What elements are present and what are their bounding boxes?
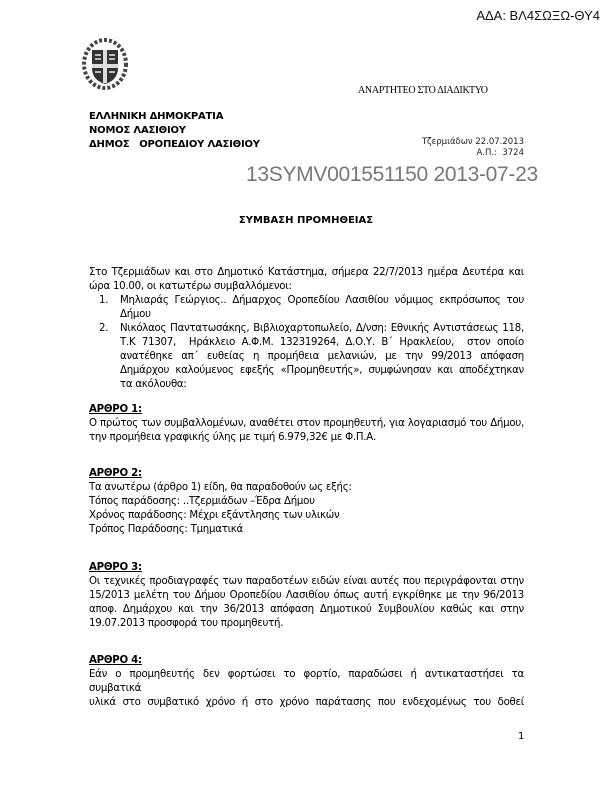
org-line: ΔΗΜΟΣ ΟΡΟΠΕΔΙΟΥ ΛΑΣΙΘΙΟΥ [89,139,260,150]
article-line: Οι τεχνικές προδιαγραφές των παραδοτέων ειδών είναι αυτές που περιγράφονται στην [89,576,524,587]
article-line: 19.07.2013 προσφορά του προμηθευτή. [89,618,284,629]
article-line: αποφ. Δημάρχου και την 36/2013 απόφαση Δημοτικού Συμβουλίου καθώς και στην [89,604,524,615]
article-line: Τα ανωτέρω (άρθρο 1) είδη, θα παραδοθούν ως εξής: [89,482,352,493]
date-line: Τζερμιάδων 22.07.2013 [421,137,524,147]
date-reference [400,137,524,159]
article-heading: ΑΡΘΡΟ 2: [89,468,142,479]
article-heading: ΑΡΘΡΟ 3: [89,562,142,573]
intro-section [89,266,524,392]
item-line: τα ακόλουθα: [120,379,187,390]
item-line: Μηλιαράς Γεώργιος.. Δήμαρχος Οροπεδίου Λασιθίου νόμιμος εκπρόσωπος του [120,295,524,306]
article-1 [89,403,524,445]
item-line: Νικόλαος Παντατωσάκης, Βιβλιοχαρτοπωλείο, Δ/νση: Εθνικής Αντιστάσεως 118, [120,323,524,334]
document-title: ΣΥΜΒΑΣΗ ΠΡΟΜΗΘΕΙΑΣ [238,215,374,226]
item-number: 1. [99,295,109,306]
item-line: ανατέθηκε απ΄ ευθείας η προμήθεια μελανιών, με την 99/2013 απόφαση [120,351,524,362]
article-heading: ΑΡΘΡΟ 4: [89,655,142,666]
item-line: Δημάρχου καλούμενος εφεξής «Προμηθευτής», συμφώνησαν και αποδέχτηκαν [120,365,524,376]
article-2 [89,467,524,537]
item-number: 2. [99,323,109,334]
organization-header [89,110,260,152]
article-line: την προμήθεια γραφικής ύλης με τιμή 6.979,32€ με Φ.Π.Α. [89,432,376,443]
article-line: 15/2013 μελέτη του Δήμου Οροπεδίου Λασιθίου όπως αυτή εγκρίθηκε με την 96/2013 [89,590,524,601]
greek-coat-of-arms-emblem [82,38,128,90]
org-line: ΝΟΜΟΣ ΛΑΣΙΘΙΟΥ [89,125,186,136]
article-line: υλικά στο συμβατικό χρόνο ή στο χρόνο παράτασης που ενδεχομένως του δοθεί [89,697,524,708]
article-3 [89,561,524,631]
intro-line: Στο Τζερμιάδων και στο Δημοτικό Κατάστημα, σήμερα 22/7/2013 ημέρα Δευτέρα και [89,267,524,278]
org-line: ΕΛΛΗΝΙΚΗ ΔΗΜΟΚΡΑΤΙΑ [89,111,224,122]
party-item [99,322,524,392]
intro-line: ώρα 10.00, οι κατωτέρω συμβαλλόμενοι: [89,281,292,292]
document-stamp: 13SYMV001551150 2013-07-23 [246,163,538,186]
article-line: Εάν ο προμηθευτής δεν φορτώσει το φορτίο, παραδώσει ή αντικαταστήσει τα συμβατικά [89,669,524,694]
page-number: 1 [518,731,525,742]
party-item [99,294,524,322]
publish-note: ΑΝΑΡΤΗΤΕΟ ΣΤΟ ΔΙΑΔΙΚΤΥΟ [358,85,488,96]
protocol-line: Α.Π.: 3724 [476,148,524,158]
article-line: Χρόνος παράδοσης: Μέχρι εξάντλησης των υλικών [89,510,340,521]
article-line: Τρόπος Παράδοσης: Τμηματικά [89,524,244,535]
article-line: Τόπος παράδοσης: ..Τζερμιάδων –Έδρα Δήμου [89,496,315,507]
article-4 [89,654,524,710]
item-line: Τ.Κ 71307, Ηράκλειο Α.Φ.Μ. 132319264, Δ.Ο.Υ. Β΄ Ηρακλείου, στον οποίο [120,337,524,348]
item-line: Δήμου [120,309,151,320]
ada-code: ΑΔΑ: ΒΛ4ΣΩΞΩ-ΘΥ4 [476,8,600,23]
article-line: Ο πρώτος των συμβαλλομένων, αναθέτει στον προμηθευτή, για λογαριασμό του Δήμου, [89,418,524,429]
article-heading: ΑΡΘΡΟ 1: [89,404,142,415]
